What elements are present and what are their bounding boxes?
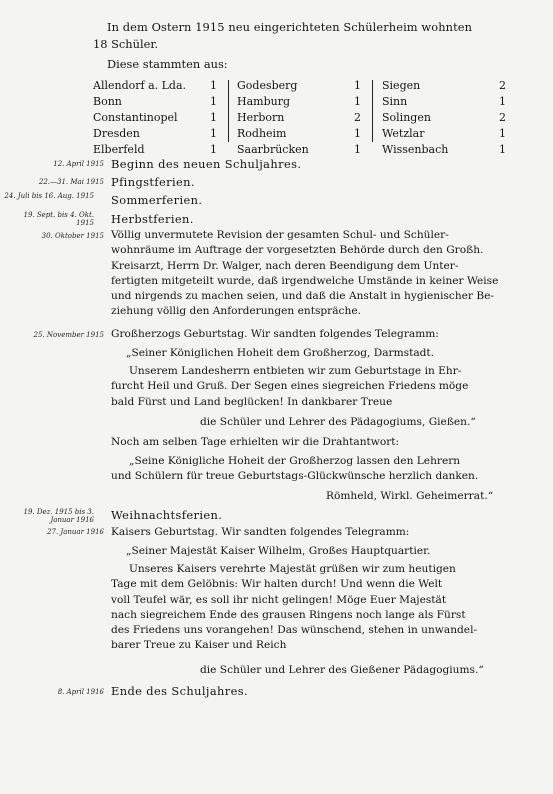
telegram-address: „Seiner Majestät Kaiser Wilhelm, Großes Hauptquartier. [126,545,431,557]
event-text: Ende des Schuljahres. [111,684,249,698]
paragraph-line: wohnräume im Auftrage der vorgesetzten Behörde durch den Großh. [111,244,484,257]
origin-count: 2 [354,111,361,124]
event-date: 30. Oktober 1915 [41,232,104,240]
telegram-body [111,562,507,654]
paragraph-line: nach siegreichem Ende des grausen Ringens noch lange als Fürst [111,608,466,621]
paragraph-line: fertigten mitgeteilt wurde, daß irgendwelche Umstände in keiner Weise [111,274,499,287]
origin-count: 1 [499,143,506,156]
paragraph-line: voll Teufel wär, es soll ihr nicht gelingen! Möge Euer Majestät [111,593,447,606]
origin-place: Elberfeld [93,143,145,156]
origin-row [237,94,361,110]
origin-heading: Diese stammten aus: [107,57,228,71]
origin-place: Sinn [382,95,408,108]
telegram-signature: die Schüler und Lehrer des Gießener Pädagogiums.“ [200,664,484,676]
origin-count: 2 [499,79,506,92]
event-date: 8. April 1916 [57,688,104,696]
origin-place: Dresden [93,127,140,140]
event-text: Beginn des neuen Schuljahres. [111,157,302,171]
telegram-body [111,364,507,410]
paragraph-line: furcht Heil und Gruß. Der Segen eines siegreichen Friedens möge [111,380,469,393]
paragraph-line: Unseres Kaisers verehrte Majestät grüßen wir zum heutigen [129,563,456,575]
origin-row [93,110,217,126]
origin-row [237,126,361,142]
event-text: Sommerferien. [111,193,203,207]
event-date: 19. Sept. bis 4. Okt. 1915 [23,211,94,227]
event-date: 19. Dez. 1915 bis 3. Januar 1916 [23,508,94,524]
origin-row [237,142,361,158]
origin-place: Saarbrücken [237,143,309,156]
column-divider [372,80,373,142]
origin-count: 1 [499,127,506,140]
origin-place: Wetzlar [382,127,425,140]
origin-place: Bonn [93,95,122,108]
origin-count: 1 [499,95,506,108]
telegram-signature: die Schüler und Lehrer des Pädagogiums, Gießen.“ [200,416,476,428]
origin-place: Siegen [382,79,421,92]
origin-row [93,78,217,94]
origin-row [382,78,506,94]
event-text: Kaisers Geburtstag. Wir sandten folgendes Telegramm: [111,526,410,538]
origin-place: Rodheim [237,127,287,140]
origin-column [382,78,506,158]
event-text: Pfingstferien. [111,175,195,189]
paragraph-line: Kreisarzt, Herrn Dr. Walger, nach deren Beendigung dem Unter- [111,259,459,272]
paragraph-line: und nirgends zu machen seien, und daß die Anstalt in hygienischer Be- [111,290,494,303]
event-text: Weihnachtsferien. [111,508,223,522]
origin-place: Solingen [382,111,431,124]
origin-row [382,110,506,126]
event-paragraph [111,228,507,320]
origin-row [93,142,217,158]
reply-intro: Noch am selben Tage erhielten wir die Drahtantwort: [111,436,400,448]
event-date: 22.—31. Mai 1915 [38,178,104,186]
intro-line: In dem Ostern 1915 neu eingerichteten Schülerheim wohnten [107,20,473,34]
origin-count: 1 [354,127,361,140]
paragraph-line: und Schülern für treue Geburtstags-Glückwünsche herzlich danken. [111,470,479,483]
reply-signature: Römheld, Wirkl. Geheimerrat.“ [326,490,494,502]
origin-place: Godesberg [237,79,298,92]
origin-count: 2 [499,111,506,124]
paragraph-line: ziehung völlig den Anforderungen entspräche. [111,305,361,318]
origin-place: Allendorf a. Lda. [93,79,187,92]
paragraph-line: Völlig unvermutete Revision der gesamten Schul- und Schüler- [111,229,449,241]
origin-row [237,78,361,94]
paragraph-line: Tage mit dem Gelöbnis: Wir halten durch! Und wenn die Welt [111,578,443,591]
paragraph-line: bald Fürst und Land beglücken! In dankbarer Treue [111,395,393,408]
event-text: Herbstferien. [111,212,194,226]
event-date: 25. November 1915 [33,331,104,339]
origin-place: Wissenbach [382,143,449,156]
event-date: 12. April 1915 [53,160,104,168]
paragraph-line: „Seine Königliche Hoheit der Großherzog lassen den Lehrern [129,455,461,467]
origin-row [382,126,506,142]
telegram-address: „Seiner Königlichen Hoheit dem Großherzog, Darmstadt. [126,347,435,359]
origin-row [93,126,217,142]
origin-count: 1 [210,95,217,108]
paragraph-line: des Friedens uns vorangehen! Das wünschend, stehen in unwandel- [111,624,478,637]
event-date: 24. Juli bis 16. Aug. 1915 [4,192,94,200]
paragraph-line: Unserem Landesherrn entbieten wir zum Geburtstage in Ehr- [129,365,462,377]
origin-place: Hamburg [237,95,291,108]
event-text: Großherzogs Geburtstag. Wir sandten folgendes Telegramm: [111,328,439,340]
origin-count: 1 [354,143,361,156]
origin-count: 1 [210,127,217,140]
origin-column [237,78,361,158]
reply-body [111,454,507,485]
origin-count: 1 [354,95,361,108]
intro-line: 18 Schüler. [93,37,159,51]
origin-place: Herborn [237,111,285,124]
origin-count: 1 [210,111,217,124]
origin-row [93,94,217,110]
origin-row [382,94,506,110]
origin-row [382,142,506,158]
event-date: 27. Januar 1916 [47,528,104,536]
paragraph-line: barer Treue zu Kaiser und Reich [111,639,287,652]
origin-column [93,78,217,158]
origin-row [237,110,361,126]
origin-count: 1 [354,79,361,92]
origin-count: 1 [210,143,217,156]
origin-count: 1 [210,79,217,92]
column-divider [228,80,229,142]
origin-place: Constantinopel [93,111,178,124]
